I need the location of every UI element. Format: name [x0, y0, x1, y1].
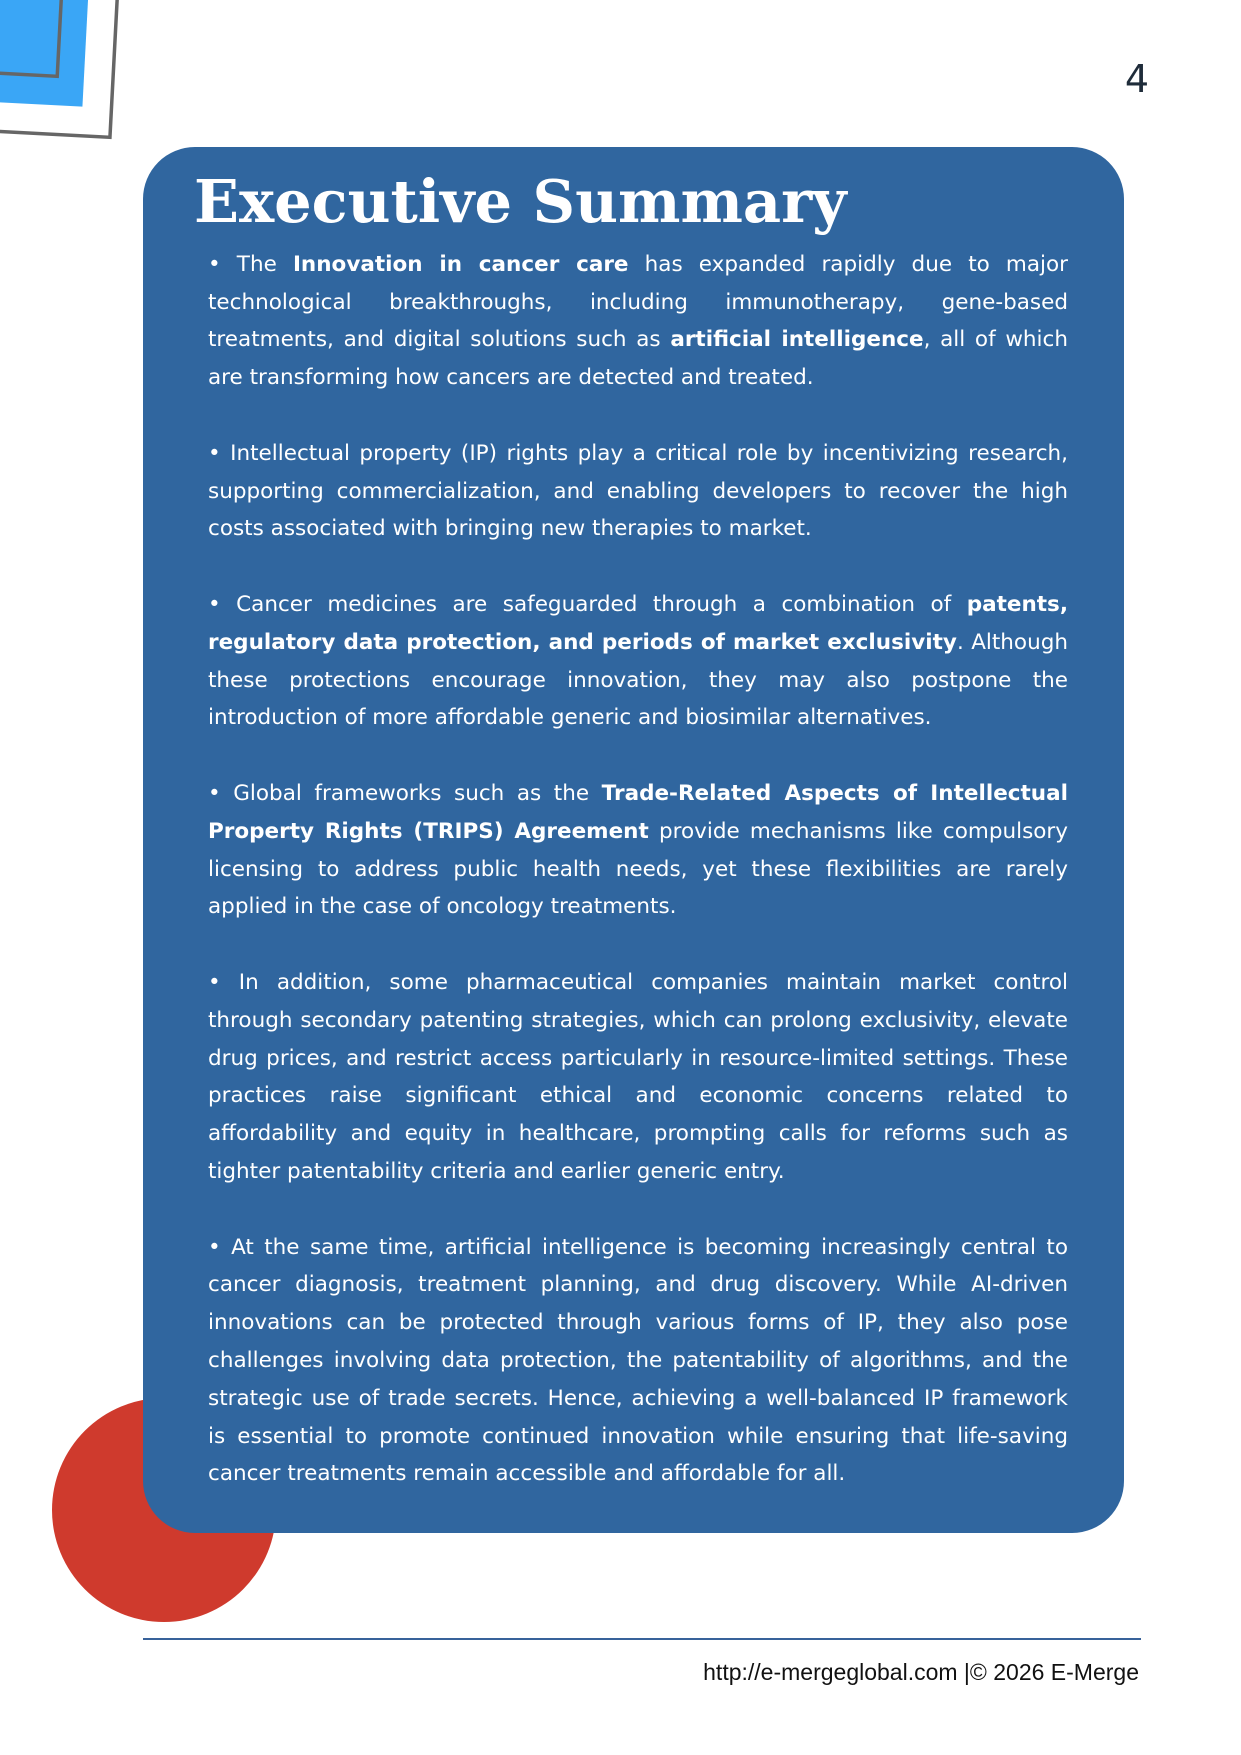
text-run: • The: [208, 251, 293, 277]
bold-text-run: patents, regulatory data protection, and periods of market exclusivity: [208, 591, 1068, 655]
text-run: provide mechanisms like compulsory licensing to address public health needs, yet these flexibilities are rarely applied in the case of oncology treatments.: [208, 818, 1068, 920]
summary-title: Executive Summary: [194, 167, 847, 236]
summary-bullet-list: [208, 246, 1068, 1493]
text-run: • Global frameworks such as the: [208, 780, 602, 806]
text-run: , all of which are transforming how cancers are detected and treated.: [208, 327, 1068, 391]
summary-bullet-paragraph: [208, 1229, 1068, 1494]
blue-square-shape: [0, 0, 89, 107]
text-run: • Cancer medicines are safeguarded through a combination of: [208, 591, 967, 617]
corner-squares-decoration: [0, 0, 140, 150]
text-run: has expanded rapidly due to major technological breakthroughs, including immunotherapy, gene-based treatments, and digital solutions such as: [208, 251, 1068, 353]
executive-summary-panel: [143, 147, 1124, 1533]
bold-text-run: artificial intelligence: [670, 327, 924, 353]
text-run: • At the same time, artificial intelligence is becoming increasingly central to cancer diagnosis, treatment planning, and drug discovery. While AI-driven innovations can be protected through various forms of IP, they also pose challenges involving data protection, the patentability of algorithms, and the strategic use of trade secrets. Hence, achieving a well-balanced IP framework is essential to promote continued innovation while ensuring that life-saving cancer treatments remain accessible and affordable for all.: [208, 1234, 1068, 1487]
footer-copyright: http://e-mergeglobal.com |© 2026 E-Merge: [703, 1659, 1139, 1685]
summary-bullet-paragraph: [208, 246, 1068, 397]
page-number: 4: [1124, 57, 1149, 101]
text-run: • Intellectual property (IP) rights play a critical role by incentivizing research, supporting commercialization, and enabling developers to recover the high costs associated with bringing new therapies to market.: [208, 440, 1068, 542]
summary-bullet-paragraph: [208, 435, 1068, 548]
summary-bullet-paragraph: [208, 586, 1068, 737]
bold-text-run: Innovation in cancer care: [292, 251, 629, 277]
footer-divider: [143, 1638, 1141, 1640]
text-run: • In addition, some pharmaceutical companies maintain market control through secondary patenting strategies, which can prolong exclusivity, elevate drug prices, and restrict access particularly in resource-limited settings. These practices raise significant ethical and economic concerns related to affordability and equity in healthcare, prompting calls for reforms such as tighter patentability criteria and earlier generic entry.: [208, 969, 1068, 1184]
summary-bullet-paragraph: [208, 775, 1068, 926]
text-run: . Although these protections encourage innovation, they may also postpone the introduction of more affordable generic and biosimilar alternatives.: [208, 629, 1068, 731]
bold-text-run: Trade-Related Aspects of Intellectual Property Rights (TRIPS) Agreement: [208, 780, 1068, 844]
summary-bullet-paragraph: [208, 964, 1068, 1191]
